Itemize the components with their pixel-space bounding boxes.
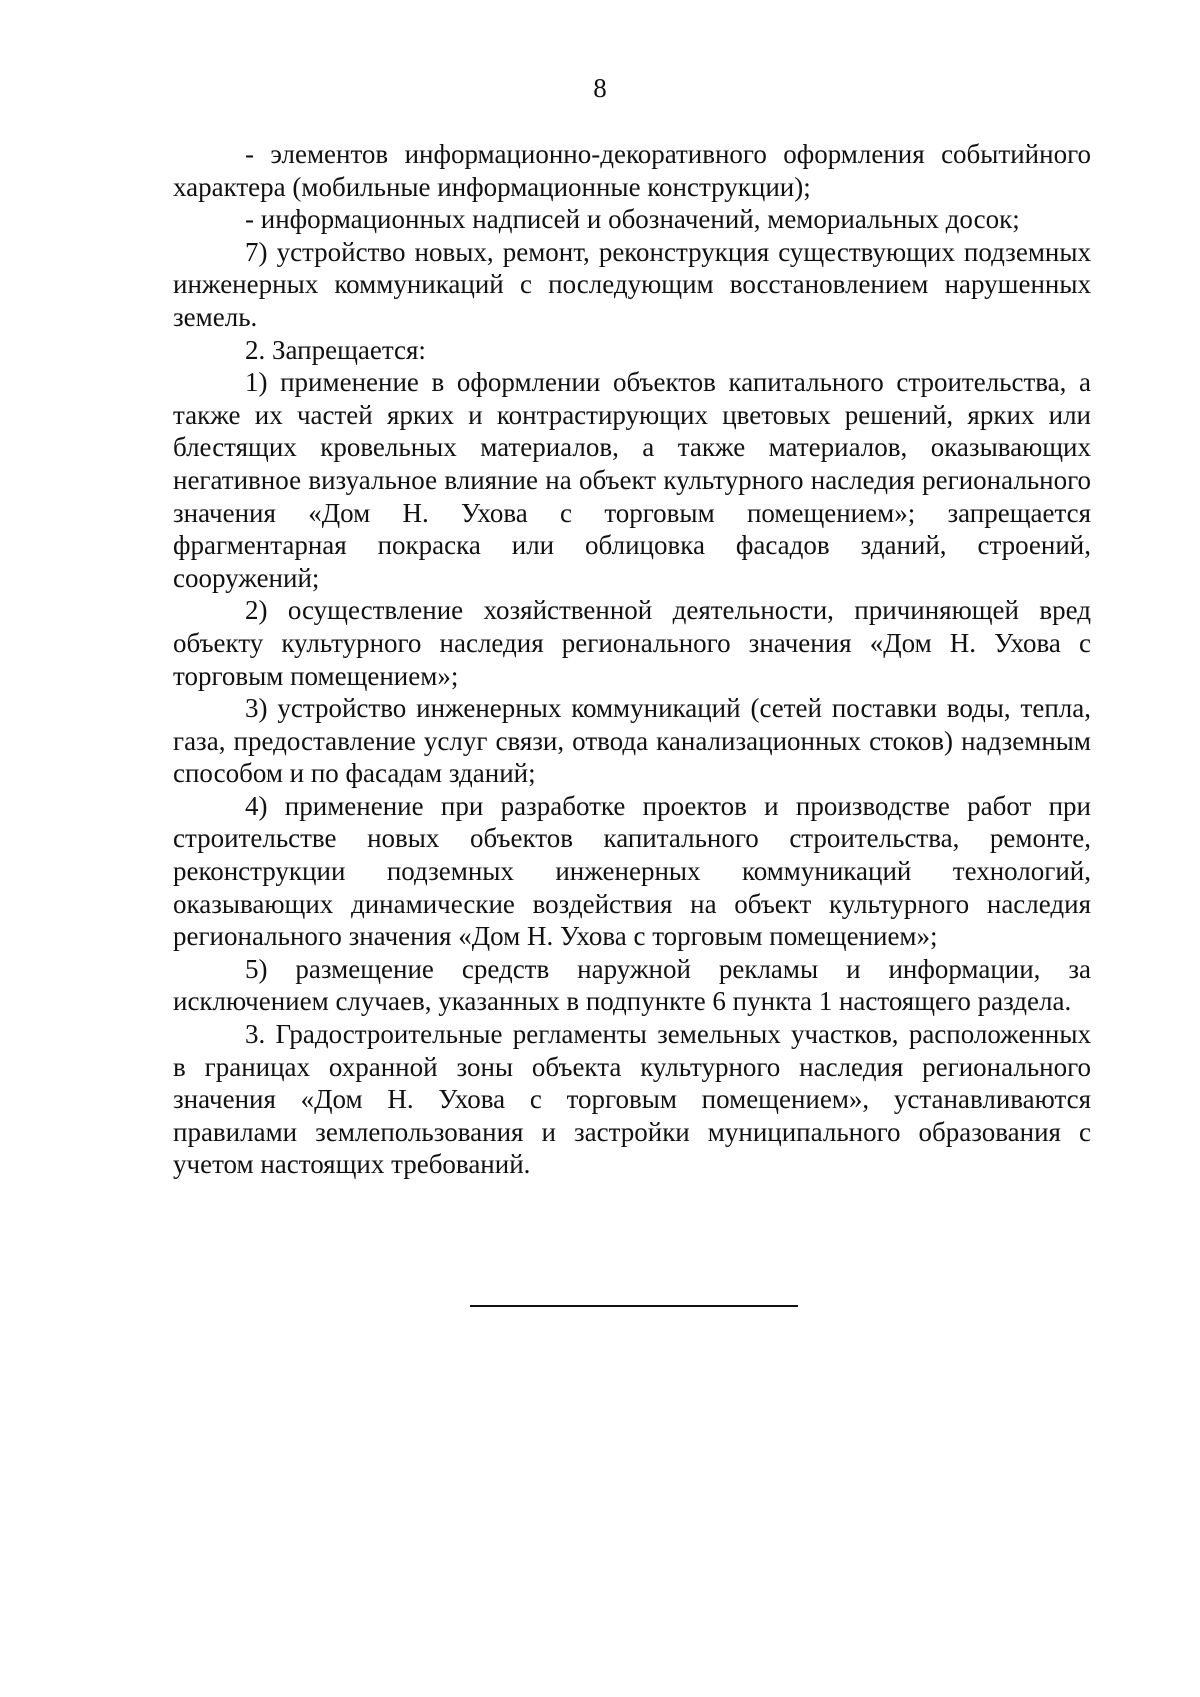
document-body <box>173 138 1091 1181</box>
paragraph-prohibition-1: 1) применение в оформлении объектов капитального строительства, а также их частей ярких и контрастирующих цветовых решений, ярких или блестящих кровельных материалов, а также материалов, оказывающих негативное визуальное влияние на объект культурного наследия регионального значения «Дом Н. Ухова с торговым помещением»; запрещается фрагментарная покраска или облицовка фасадов зданий, строений, сооружений; <box>173 367 1091 593</box>
paragraph-item-7-utilities: 7) устройство новых, ремонт, реконструкция существующих подземных инженерных коммуникаций с последующим восстановлением нарушенных земель. <box>173 236 1091 332</box>
page-number: 8 <box>593 73 607 103</box>
paragraph-section-3: 3. Градостроительные регламенты земельных участков, расположенных в границах охранной зоны объекта культурного наследия регионального значения «Дом Н. Ухова с торговым помещением», устанавливаются правилами землепользования и застройки муниципального образования с учетом настоящих требований. <box>173 1019 1091 1180</box>
closing-divider-line <box>470 1305 798 1307</box>
paragraph-prohibition-4: 4) применение при разработке проектов и производстве работ при строительстве новых объектов капитального строительства, ремонте, реконструкции подземных инженерных коммуникаций технологий, оказывающих динамические воздействия на объект культурного наследия регионального значения «Дом Н. Ухова с торговым помещением»; <box>173 790 1091 952</box>
paragraph-prohibition-2: 2) осуществление хозяйственной деятельности, причиняющей вред объекту культурного наследия регионального значения «Дом Н. Ухова с торговым помещением»; <box>173 595 1091 691</box>
paragraph-decorative-elements: - элементов информационно-декоративного оформления событийного характера (мобильные информационные конструкции); <box>173 139 1091 202</box>
paragraph-prohibition-3: 3) устройство инженерных коммуникаций (сетей поставки воды, тепла, газа, предоставление услуг связи, отвода канализационных стоков) надземным способом и по фасадам зданий; <box>173 693 1091 789</box>
paragraph-prohibition-5: 5) размещение средств наружной рекламы и информации, за исключением случаев, указанных в подпункте 6 пункта 1 настоящего раздела. <box>173 953 1091 1017</box>
paragraph-section-2-heading: 2. Запрещается: <box>245 334 426 365</box>
paragraph-memorial-plaques: - информационных надписей и обозначений, мемориальных досок; <box>245 204 1020 235</box>
